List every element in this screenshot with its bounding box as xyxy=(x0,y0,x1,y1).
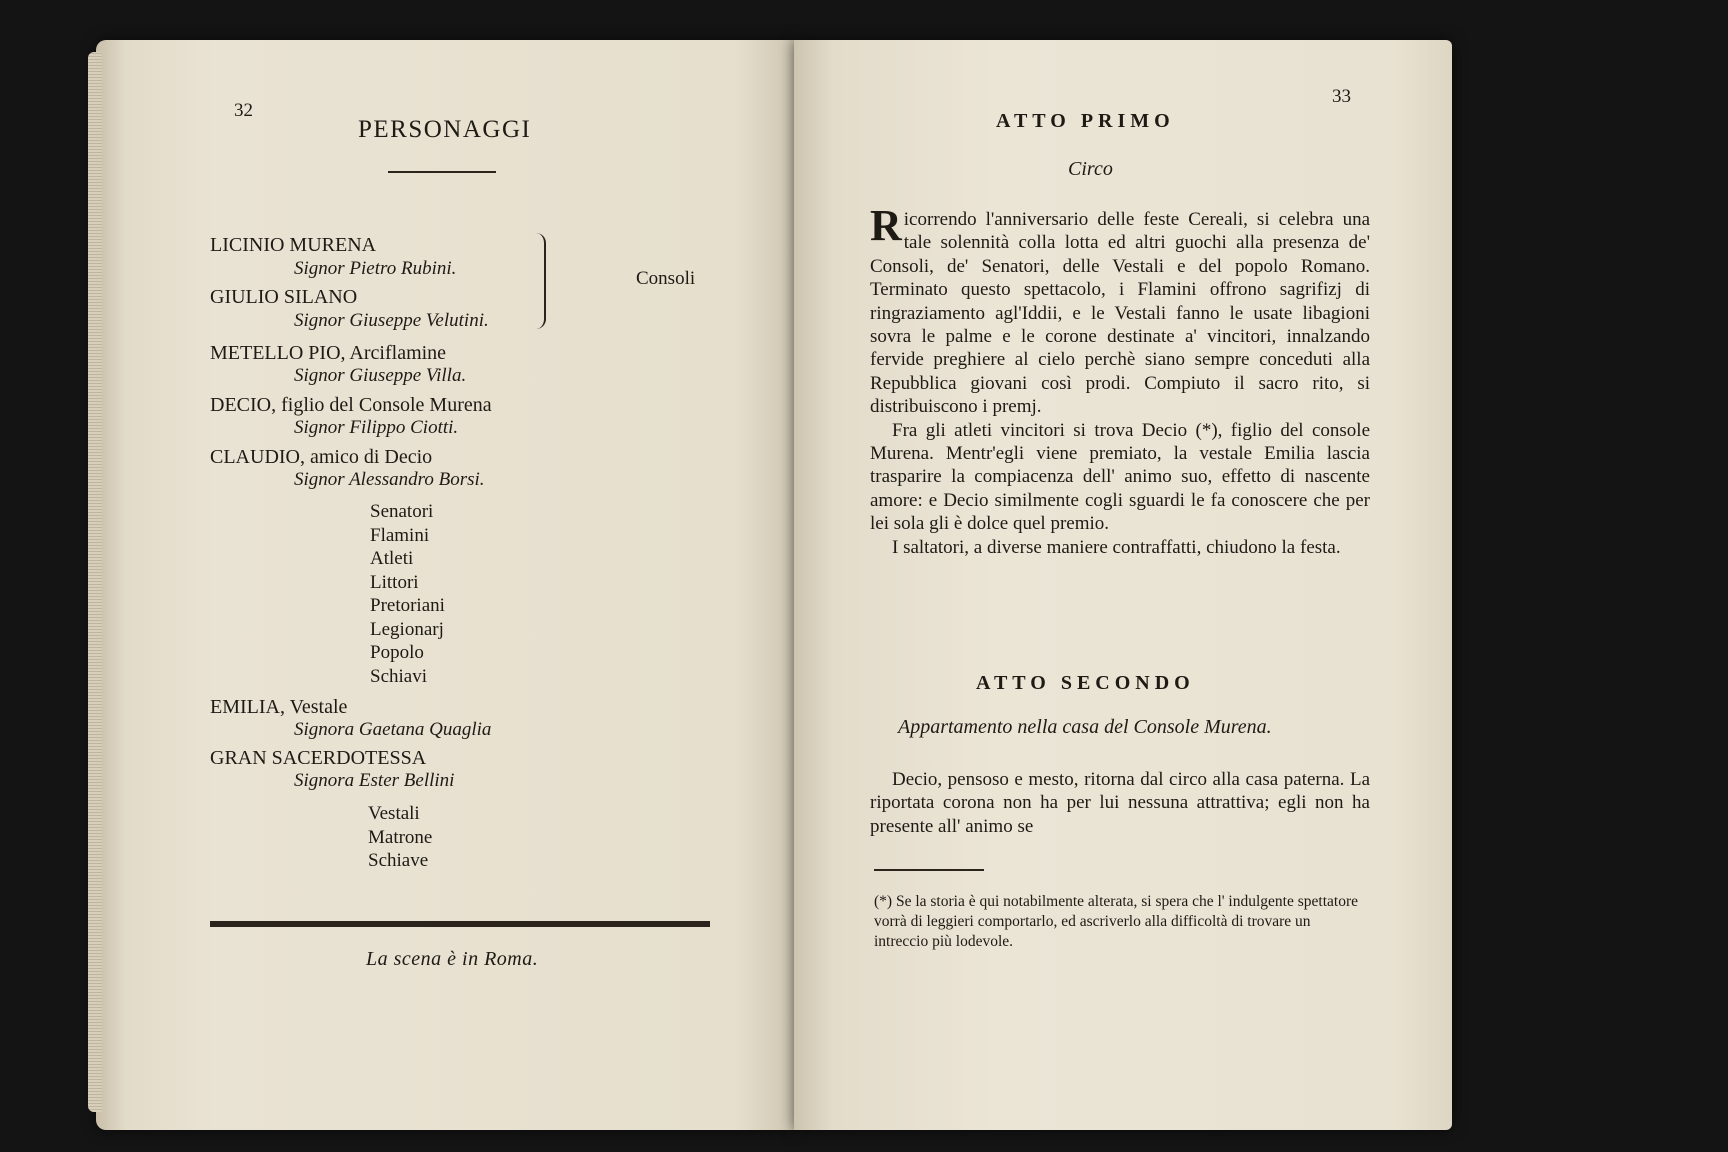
consoli-brace xyxy=(536,233,546,329)
character-actor: Signor Giuseppe Velutini. xyxy=(294,310,489,331)
group-list-2 xyxy=(368,802,432,873)
page-number-right: 33 xyxy=(1332,86,1351,107)
title-ornament-rule xyxy=(388,171,496,173)
paragraph: I saltatori, a diverse maniere contraffatti, chiudono la festa. xyxy=(892,536,1341,558)
atto-secondo-text xyxy=(870,768,1370,838)
left-page xyxy=(96,40,794,1130)
group-item: Atleti xyxy=(370,548,414,569)
character-actor: Signor Giuseppe Villa. xyxy=(294,365,467,386)
character-actor: Signora Ester Bellini xyxy=(294,770,455,791)
right-page xyxy=(794,40,1452,1130)
character-actor: Signor Alessandro Borsi. xyxy=(294,469,485,490)
group-item: Schiave xyxy=(368,850,429,871)
group-item: Popolo xyxy=(370,642,424,663)
paragraph: icorrendo l'anniversario delle feste Cereali, si celebra una tale solennità colla lotta ed altri guochi alla presenza de' Consoli, de' Senatori, delle Vestali e del popolo Romano. Terminato questo spettacolo, i Flamini offrono sagrifizj di ringraziamento agl'Iddii, e le Vestali fanno le usate libagioni sovra le palme e le corone destinate a' vincitori, innalzando fervide preghiere al cielo perchè siano sempre conceduti alla Repubblica giovani così prodi. Compiuto il sacro rito, si distribuiscono i premj. xyxy=(870,209,1370,418)
group-item: Vestali xyxy=(368,803,420,824)
group-item: Matrone xyxy=(368,826,433,848)
character-name: GIULIO SILANO xyxy=(210,286,358,308)
drop-cap: R xyxy=(870,201,902,250)
personaggi-title: PERSONAGGI xyxy=(358,116,532,143)
group-item: Littori xyxy=(370,571,419,593)
section-rule xyxy=(210,921,710,927)
group-item: Senatori xyxy=(370,501,434,522)
character-name: GRAN SACERDOTESSA xyxy=(210,747,427,769)
character-actor: Signor Pietro Rubini. xyxy=(294,258,457,279)
appartamento-subheading: Appartamento nella casa del Console Murena. xyxy=(898,716,1272,738)
paragraph: Decio, pensoso e mesto, ritorna dal circo alla casa paterna. La riportata corona non ha per lui nessuna attrattiva; egli non ha presente all' animo se xyxy=(870,769,1370,837)
page-number-left: 32 xyxy=(234,100,253,121)
group-item: Schiavi xyxy=(370,665,427,687)
group-list-1 xyxy=(370,500,445,688)
character-actor: Signora Gaetana Quaglia xyxy=(294,719,492,740)
character-name: DECIO, figlio del Console Murena xyxy=(210,394,492,416)
character-name: CLAUDIO, amico di Decio xyxy=(210,446,433,468)
group-item: Legionarj xyxy=(370,618,444,640)
character-actor: Signor Filippo Ciotti. xyxy=(294,417,459,438)
character-name: LICINIO MURENA xyxy=(210,234,377,256)
atto-primo-text xyxy=(870,201,1370,559)
consoli-label: Consoli xyxy=(636,268,696,289)
page-edges xyxy=(88,52,102,1112)
circo-subheading: Circo xyxy=(1068,158,1113,180)
group-item: Flamini xyxy=(370,524,430,546)
scena-note: La scena è in Roma. xyxy=(366,948,539,970)
group-item: Pretoriani xyxy=(370,595,445,616)
character-name: EMILIA, Vestale xyxy=(210,696,348,718)
paragraph: Fra gli atleti vincitori si trova Decio (*), figlio del console Murena. Mentr'egli viene premiato, la vestale Emilia lascia trasparire la compiacenza dell' animo suo, effetto di nascente amore: e Decio similmente cogli sguardi le fa conoscere che per lei sola gli è dolce quel premio. xyxy=(870,419,1370,535)
footnote-rule xyxy=(874,869,984,871)
atto-primo-heading: ATTO PRIMO xyxy=(996,110,1175,132)
character-name: METELLO PIO, Arciflamine xyxy=(210,342,447,364)
footnote: (*) Se la storia è qui notabilmente alterata, si spera che l' indulgente spettatore vorrà di leggieri comportarlo, ed ascriverlo alla difficoltà di trovare un intreccio più lodevole. xyxy=(874,893,1358,950)
open-book xyxy=(96,40,1452,1130)
atto-secondo-heading: ATTO SECONDO xyxy=(976,672,1195,694)
